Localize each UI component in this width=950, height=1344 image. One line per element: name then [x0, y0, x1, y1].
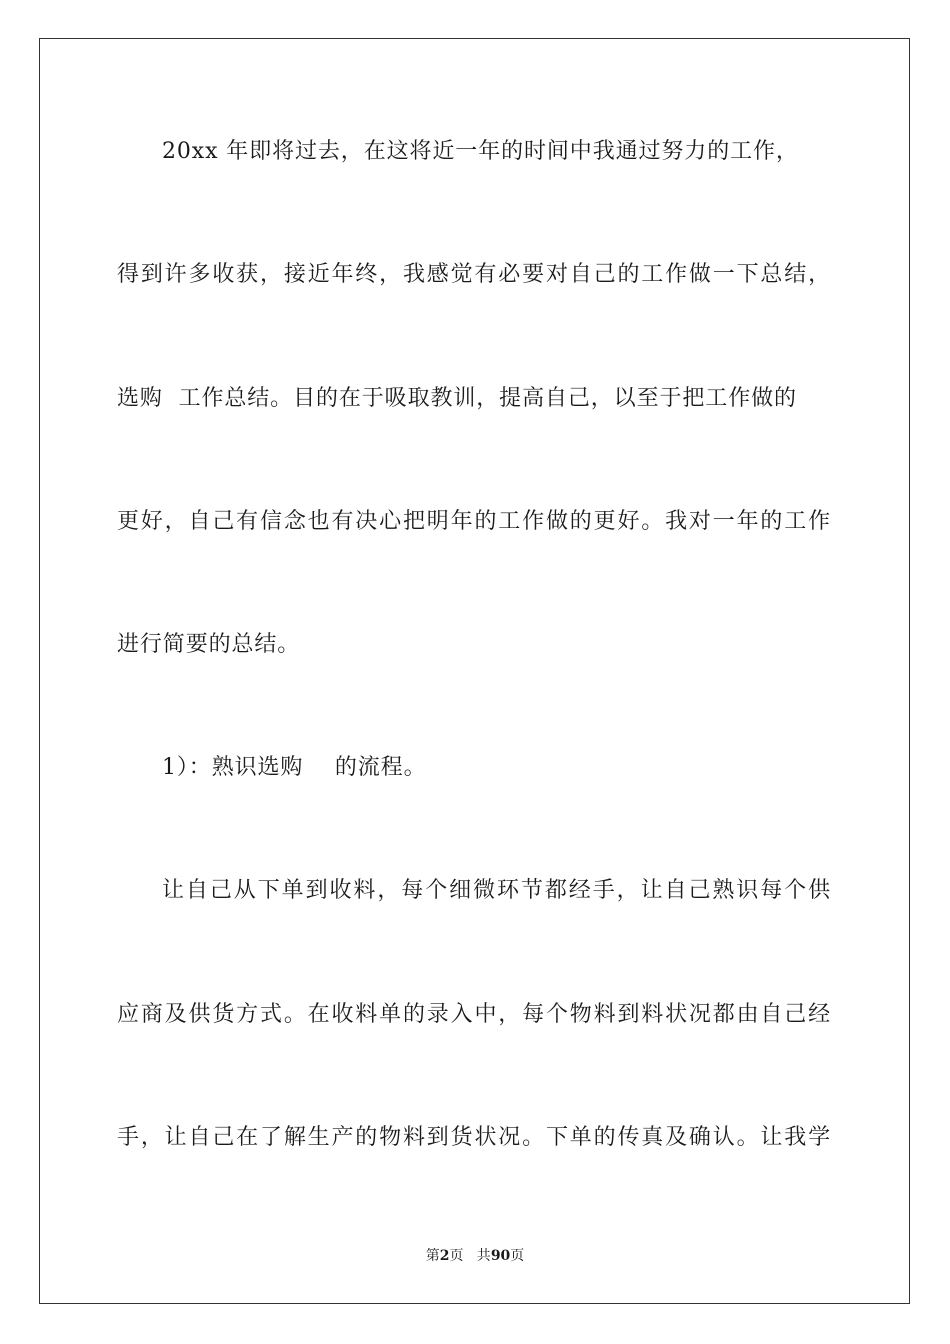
paragraph-1-line-3: 选购 工作总结。目的在于吸取教训，提高自己，以至于把工作做的	[117, 386, 797, 411]
paragraph-1-line-5: 进行简要的总结。	[117, 632, 301, 657]
paragraph-1-line-1: 20xx 年即将过去，在这将近一年的时间中我通过努力的工作，	[162, 139, 799, 164]
paragraph-2-line-2: 应商及供货方式。在收料单的录入中，每个物料到料状况都由自己经	[117, 1002, 831, 1027]
footer-page-prefix: 第	[425, 1248, 440, 1264]
section-heading-1: 1）：熟识选购 的流程。	[162, 755, 427, 780]
footer-page-number: 2	[439, 1248, 450, 1264]
paragraph-1-line-4: 更好，自己有信念也有决心把明年的工作做的更好。我对一年的工作	[117, 509, 831, 534]
footer-total-pages: 90	[490, 1248, 511, 1264]
footer-total-suffix: 页	[510, 1248, 525, 1264]
paragraph-1-line-2: 得到许多收获，接近年终，我感觉有必要对自己的工作做一下总结，	[117, 262, 831, 287]
page-border	[39, 38, 910, 1304]
paragraph-2-line-1: 让自己从下单到收料，每个细微环节都经手，让自己熟识每个供	[162, 878, 831, 903]
footer-page-suffix: 页 共	[449, 1248, 491, 1264]
page-footer	[0, 1246, 950, 1266]
paragraph-2-line-3: 手，让自己在了解生产的物料到货状况。下单的传真及确认。让我学	[117, 1125, 831, 1150]
